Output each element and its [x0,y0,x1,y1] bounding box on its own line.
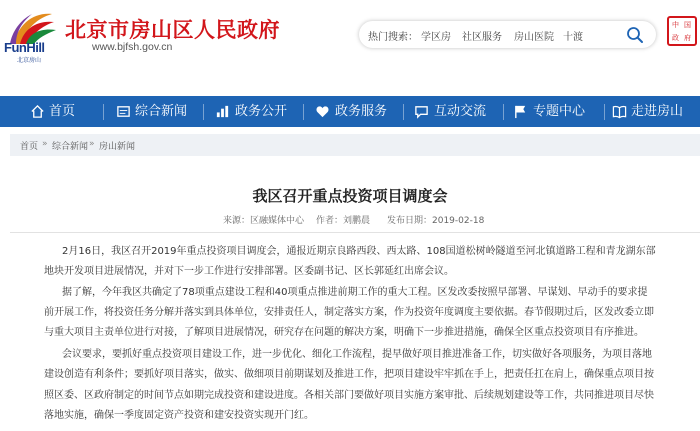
flag-icon [513,104,528,119]
article-line: 会议要求，要抓好重点投资项目建设工作，进一步优化、细化工作流程，提早做好项目推进准备工作，切实做好各项服务，为项目落地 [62,349,652,360]
nav-divider [103,104,104,120]
breadcrumb-home[interactable]: 首页 [20,142,39,152]
article-author: 作者：刘鹏晨 [316,216,371,226]
site-url: www.bjfsh.gov.cn [92,41,173,53]
article-line: 据了解，今年我区共确定了78项重点建设工程和40项重点推进前期工作的重大工程。区发改委按照早部署、早谋划、早动手的要求提 [62,287,648,298]
hot-search-link[interactable]: 学区房 [421,32,451,43]
nav-about-fangshan[interactable]: 走进房山 [631,104,684,119]
chat-icon [414,104,429,119]
nav-home[interactable]: 首页 [49,104,76,119]
article-title: 我区召开重点投资项目调度会 [252,187,448,205]
article-line: 落地实施，确保一季度固定资产投资和建安投资实现开门红。 [44,410,314,421]
breadcrumb-fangshan-news[interactable]: 房山新闻 [99,142,136,152]
article-line: 2月16日，我区召开2019年重点投资项目调度会，通报近期京良路西段、西太路、108国道松树岭隧道至河北镇道路工程和青龙湖东部 [62,246,656,257]
news-icon [116,104,131,119]
breadcrumb [10,134,700,156]
nav-divider [503,104,504,120]
book-icon [612,104,627,119]
article-line: 与重大项目主责单位进行对接，了解项目进展情况，研究存在问题的解决方案，明确下一步推进措施，确保全区重点投资项目有序推进。 [44,327,644,338]
nav-divider [403,104,404,120]
hot-search-link[interactable]: 房山医院 [514,32,554,43]
nav-news[interactable]: 综合新闻 [135,104,188,119]
nav-interaction[interactable]: 互动交流 [434,104,487,119]
home-icon [30,104,45,119]
divider [10,232,700,233]
article-line: 前开展工作，将投资任务分解并落实到具体单位，安排责任人，制定落实方案，作为投资年度调度主要依据。春节假期过后，区发改委立即 [44,307,654,318]
article-source: 来源：区融媒体中心 [223,216,305,226]
logo-text-cn: 北京房山 [17,57,42,64]
main-nav [0,96,700,127]
article-date: 发布日期：2019-02-18 [387,216,485,226]
government-seal-icon[interactable]: 中 国 政 府 [667,16,697,46]
article-line: 建设创造有利条件；要抓好项目落实，做实、做细项目前期谋划及推进工作，把项目建设牢牢抓在手上，把责任扛在肩上，确保重点项目按 [44,369,654,380]
heart-icon [315,104,330,119]
breadcrumb-news[interactable]: 综合新闻 [52,142,89,152]
nav-topics[interactable]: 专题中心 [533,104,586,119]
search-box[interactable] [359,21,656,48]
nav-divider [203,104,204,120]
hot-search-link[interactable]: 社区服务 [462,32,502,43]
nav-gov-affairs[interactable]: 政务公开 [235,104,288,119]
nav-divider [604,104,605,120]
nav-divider [303,104,304,120]
breadcrumb-separator: » [89,139,95,149]
site-header [0,0,700,96]
search-icon[interactable] [625,25,645,45]
article-line: 照区委、区政府制定的时间节点如期完成投资和建设进度。各相关部门要做好项目实施方案审批、后续规划建设等工作，共同推进项目尽快 [44,390,654,401]
article-line: 地块开发项目进展情况，并对下一步工作进行安排部署。区委副书记、区长郭延红出席会议。 [44,266,454,277]
breadcrumb-separator: » [42,139,48,149]
search-label: 热门搜索： [368,32,418,43]
site-title[interactable]: 北京市房山区人民政府 [65,18,280,42]
chart-icon [215,104,230,119]
nav-gov-service[interactable]: 政务服务 [335,104,388,119]
logo-text-en: FunHill [4,40,45,55]
hot-search-link[interactable]: 十渡 [563,32,583,43]
